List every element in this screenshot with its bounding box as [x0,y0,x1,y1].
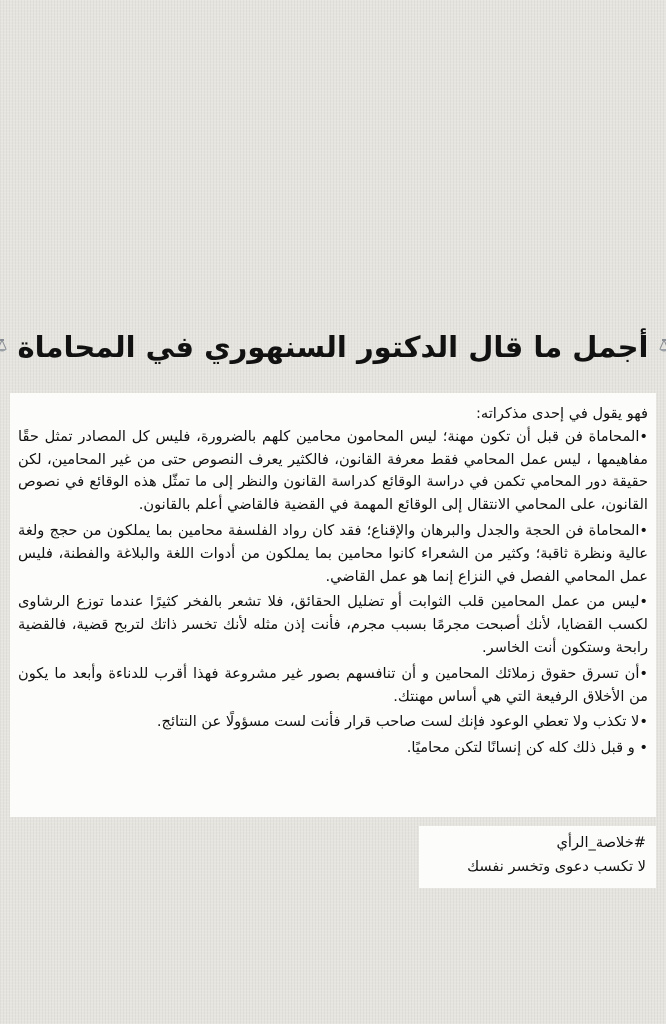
title-row [0,318,666,376]
page-title: أجمل ما قال الدكتور السنهوري في المحاماة [17,330,649,364]
bullet-point: • و قبل ذلك كله كن إنسانًا لتكن محاميًا. [406,739,648,757]
balance-scale-icon [0,332,8,362]
bullet-point: •ليس من عمل المحامين قلب الثوابت أو تضليل الحقائق، فلا تشعر بالفخر كثيرًا عندما توزع الرشاوى لكسب القضايا، لأنك أصبحت مجرمًا بسبب مجرم، فأنت إذن مثله لأنك تخسر ذاتك لتربح قضية، فالقضية رابحة وستكون أنت الخاسر. [18,593,648,656]
summary-text: لا تكسب دعوى وتخسر نفسك [467,858,646,875]
balance-scale-icon [658,332,666,362]
summary-box [419,826,656,888]
bullet-point: •أن تسرق حقوق زملائك المحامين و أن تنافسهم بصور غير مشروعة فهذا أقرب للدناءة وأبعد ما يكون من الأخلاق الرفيعة التي هي أساس مهنتك. [18,664,648,705]
bullet-point: •المحاماة فن قبل أن تكون مهنة؛ ليس المحامون محامين كلهم بالضرورة، فليس كل المصادر تمثل حقًا مفاهيمها ، ليس عمل المحامي فقط معرفة القانون، فالكثير يعرف النصوص حتى من غير المحامين، لكن حقيقة دور المحامي تكمن في دراسة الوقائع كدراسة القانون والنظر إلى ما تمثّل هذه الوقائع في نصوص القانون، على المحامي الانتقال إلى الوقائع المهمة في القضية فالقاضي أعلم بالقانون. [18,427,648,514]
summary-hashtag[interactable]: #خلاصة_الرأي [556,834,646,851]
intro-line: فهو يقول في إحدى مذكراته: [475,405,648,422]
quote-text-box [10,393,656,817]
bullet-point: •المحاماة فن الحجة والجدل والبرهان والإقناع؛ فقد كان رواد الفلسفة محامين بما يملكون من حجج ولغة عالية ونظرة ثاقبة؛ وكثير من الشعراء كانوا محامين بما يملكون من أدوات اللغة والبلاغة والفطنة، فليس عمل المحامي الفصل في النزاع إنما هو عمل القاضي. [18,521,648,585]
bullet-point: •لا تكذب ولا تعطي الوعود فإنك لست صاحب قرار فأنت لست مسؤولًا عن النتائج. [156,713,648,731]
